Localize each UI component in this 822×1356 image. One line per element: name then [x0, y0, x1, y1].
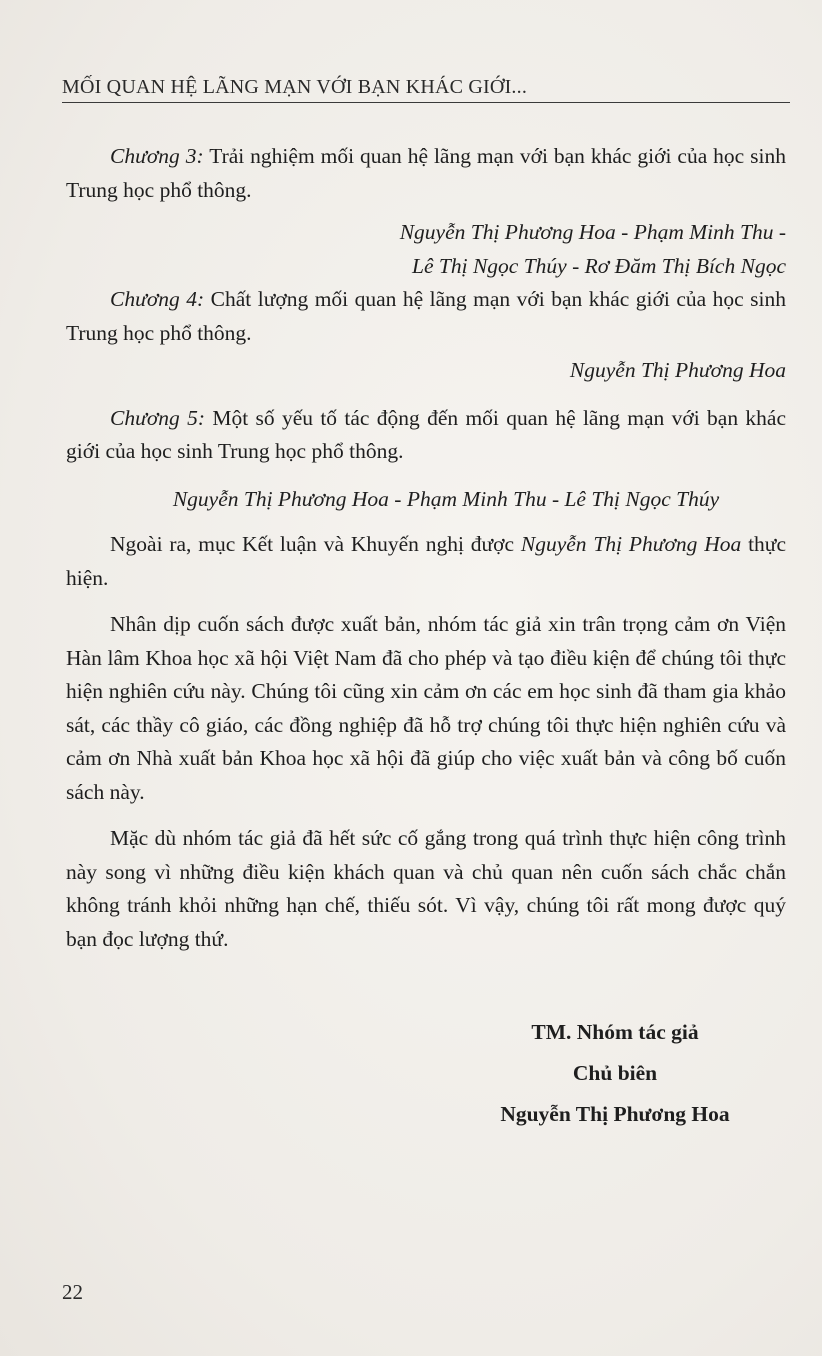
chapter-3-authors-line-1: Nguyễn Thị Phương Hoa - Phạm Minh Thu - [399, 220, 786, 244]
chapter-3-paragraph [66, 140, 786, 207]
chapter-3-text: Trải nghiệm mối quan hệ lãng mạn với bạn khác giới của học sinh Trung học phổ thông. [66, 144, 786, 202]
running-head: MỐI QUAN HỆ LÃNG MẠN VỚI BẠN KHÁC GIỚI... [62, 76, 528, 98]
chapter-3-authors [66, 216, 786, 283]
chapter-3-authors-line-2: Lê Thị Ngọc Thúy - Rơ Đăm Thị Bích Ngọc [412, 253, 786, 278]
page-body [66, 140, 786, 956]
chapter-5-label: Chương 5: [110, 405, 206, 430]
conclusion-text-before: Ngoài ra, mục Kết luận và Khuyến nghị được [110, 532, 521, 556]
chapter-4-authors [66, 354, 786, 388]
signature-line-3: Nguyễn Thị Phương Hoa [500, 1102, 730, 1126]
chapter-5-authors-line-1: Nguyễn Thị Phương Hoa - Phạm Minh Thu - Lê Thị Ngọc Thúy [172, 486, 720, 511]
page-number: 22 [62, 1280, 83, 1304]
chapter-5-paragraph [66, 402, 786, 469]
signature-block [440, 1012, 790, 1135]
conclusion-paragraph [66, 528, 786, 595]
apology-paragraph: Mặc dù nhóm tác giả đã hết sức cố gắng trong quá trình thực hiện công trình này song vì những điều kiện khách quan và chủ quan nên cuốn sách chắc chắn không tránh khỏi những hạn chế, thiếu sót. Vì vậy, chúng tôi rất mong được quý bạn đọc lượng thứ. [66, 826, 786, 951]
signature-line-1: TM. Nhóm tác giả [531, 1020, 699, 1044]
chapter-3-label: Chương 3: [110, 144, 204, 168]
chapter-5-authors [66, 483, 786, 517]
acknowledgement-paragraph: Nhân dịp cuốn sách được xuất bản, nhóm tác giả xin trân trọng cảm ơn Viện Hàn lâm Khoa học xã hội Việt Nam đã cho phép và tạo điều kiện để chúng tôi thực hiện nghiên cứu này. Chúng tôi cũng xin cảm ơn các em học sinh đã tham gia khảo sát, các thầy cô giáo, các đồng nghiệp đã hỗ trợ chúng tôi thực hiện nghiên cứu và cảm ơn Nhà xuất bản Khoa học xã hội đã giúp cho việc xuất bản và công bố cuốn sách này. [66, 612, 786, 804]
conclusion-text-after: thực hiện. [66, 532, 786, 590]
chapter-4-label: Chương 4: [110, 287, 205, 311]
chapter-4-text: Chất lượng mối quan hệ lãng mạn với bạn khác giới của học sinh Trung học phổ thông. [66, 287, 786, 345]
signature-line-2: Chủ biên [572, 1061, 658, 1085]
chapter-4-paragraph [66, 283, 786, 350]
chapter-4-authors-line-1: Nguyễn Thị Phương Hoa [569, 358, 786, 382]
conclusion-author-name: Nguyễn Thị Phương Hoa [520, 532, 742, 556]
chapter-5-text: Một số yếu tố tác động đến mối quan hệ lãng mạn với bạn khác giới của học sinh Trung học phổ thông. [66, 405, 786, 463]
header-rule [62, 102, 790, 103]
